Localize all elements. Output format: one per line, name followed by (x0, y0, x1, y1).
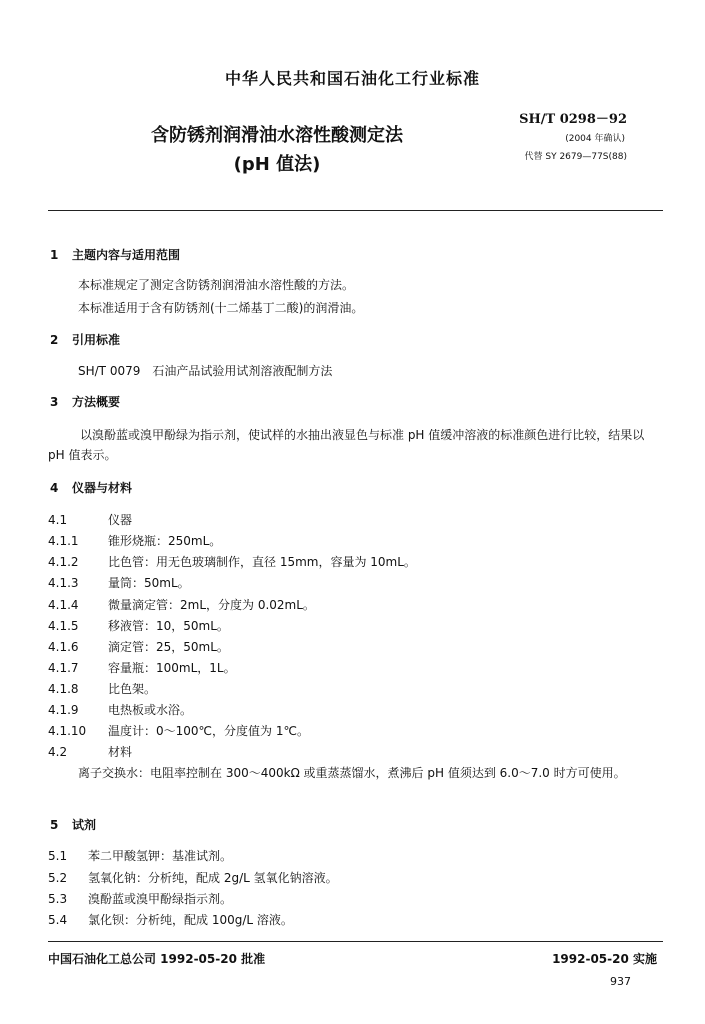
confirmation-note: (2004 年确认) (565, 134, 625, 144)
item-number: 5.2 (48, 871, 68, 885)
standard-code: SH/T 0298－92 (519, 112, 627, 127)
item-text: 微量滴定管：2mL，分度为 0.02mL。 (108, 598, 315, 612)
section-title: 试剂 (72, 818, 97, 832)
section-heading (50, 479, 132, 496)
item-number: 4.2 (48, 745, 68, 759)
item-number: 4.1.8 (48, 682, 79, 696)
list-item (48, 638, 229, 655)
item-number: 4.1 (48, 513, 68, 527)
item-text: 溴酚蓝或溴甲酚绿指示剂。 (88, 892, 233, 906)
list-item (48, 596, 315, 613)
reference-entry: SH/T 0079 石油产品试验用试剂溶液配制方法 (78, 364, 333, 378)
list-item (48, 659, 236, 676)
section-heading (50, 331, 120, 348)
item-number: 4.1.9 (48, 703, 79, 717)
item-text: 滴定管：25，50mL。 (108, 640, 229, 654)
item-number: 5.4 (48, 913, 68, 927)
list-item (48, 890, 232, 907)
item-number: 4.1.3 (48, 576, 79, 590)
section-title: 主题内容与适用范围 (72, 248, 181, 262)
list-item (48, 617, 229, 634)
approval-note: 中国石油化工总公司 1992-05-20 批准 (48, 952, 266, 966)
section-title: 仪器与材料 (72, 481, 133, 495)
list-item (48, 574, 190, 591)
paragraph: 以溴酚蓝或溴甲酚绿为指示剂，使试样的水抽出液显色与标准 pH 值缓冲溶液的标准颜色进行比较，结果以 pH 值表示。 (48, 428, 645, 462)
item-text: 量筒：50mL。 (108, 576, 190, 590)
item-text: 容量瓶：100mL，1L。 (108, 661, 236, 675)
section-heading (50, 816, 96, 833)
section-number: 1 (50, 248, 59, 262)
section-number: 4 (50, 481, 59, 495)
item-text: 比色架。 (108, 682, 157, 696)
list-item (48, 722, 309, 739)
item-text: 仪器 (108, 513, 133, 527)
item-number: 4.1.7 (48, 661, 79, 675)
item-text: 移液管：10，50mL。 (108, 619, 229, 633)
replaces-note: 代替 SY 2679—77S(88) (524, 152, 627, 162)
header-divider (48, 210, 663, 211)
paragraph: 离子交换水：电阻率控制在 300～400kΩ 或重蒸蒸馏水，煮沸后 pH 值须达到 6.0～7.0 时方可使用。 (78, 766, 626, 780)
section-title: 引用标准 (72, 333, 121, 347)
document-title: 含防锈剂润滑油水溶性酸测定法 (151, 125, 403, 146)
item-text: 材料 (108, 745, 133, 759)
section-heading (50, 246, 180, 263)
list-item (48, 869, 338, 886)
item-number: 4.1.5 (48, 619, 79, 633)
item-text: 比色管：用无色玻璃制作，直径 15mm，容量为 10mL。 (108, 555, 416, 569)
list-item (48, 743, 132, 760)
item-number: 4.1.1 (48, 534, 79, 548)
item-number: 4.1.6 (48, 640, 79, 654)
document-subtitle: (pH 值法) (233, 154, 321, 175)
item-text: 温度计：0～100℃，分度值为 1℃。 (108, 724, 309, 738)
effective-date: 1992-05-20 实施 (552, 952, 657, 966)
item-number: 4.1.2 (48, 555, 79, 569)
item-number: 5.1 (48, 849, 68, 863)
item-text: 电热板或水浴。 (108, 703, 193, 717)
list-item (48, 847, 232, 864)
list-item (48, 511, 132, 528)
paragraph: 本标准规定了测定含防锈剂润滑油水溶性酸的方法。 (78, 278, 355, 292)
list-item (48, 532, 221, 549)
issuing-body: 中华人民共和国石油化工行业标准 (224, 69, 480, 88)
section-number: 3 (50, 395, 59, 409)
paragraph: 本标准适用于含有防锈剂(十二烯基丁二酸)的润滑油。 (78, 301, 364, 315)
item-text: 锥形烧瓶：250mL。 (108, 534, 222, 548)
section-number: 5 (50, 818, 59, 832)
item-number: 4.1.10 (48, 724, 87, 738)
section-number: 2 (50, 333, 59, 347)
list-item (48, 911, 293, 928)
item-text: 苯二甲酸氢钾：基准试剂。 (88, 849, 233, 863)
item-number: 5.3 (48, 892, 68, 906)
list-item (48, 701, 192, 718)
page-number: 937 (610, 975, 631, 988)
section-title: 方法概要 (72, 395, 121, 409)
section-heading (50, 393, 120, 410)
list-item (48, 553, 416, 570)
item-number: 4.1.4 (48, 598, 79, 612)
item-text: 氯化钡：分析纯，配成 100g/L 溶液。 (88, 913, 293, 927)
item-text: 氢氧化钠：分析纯，配成 2g/L 氢氧化钠溶液。 (88, 871, 338, 885)
footer-divider (48, 941, 663, 942)
list-item (48, 680, 156, 697)
